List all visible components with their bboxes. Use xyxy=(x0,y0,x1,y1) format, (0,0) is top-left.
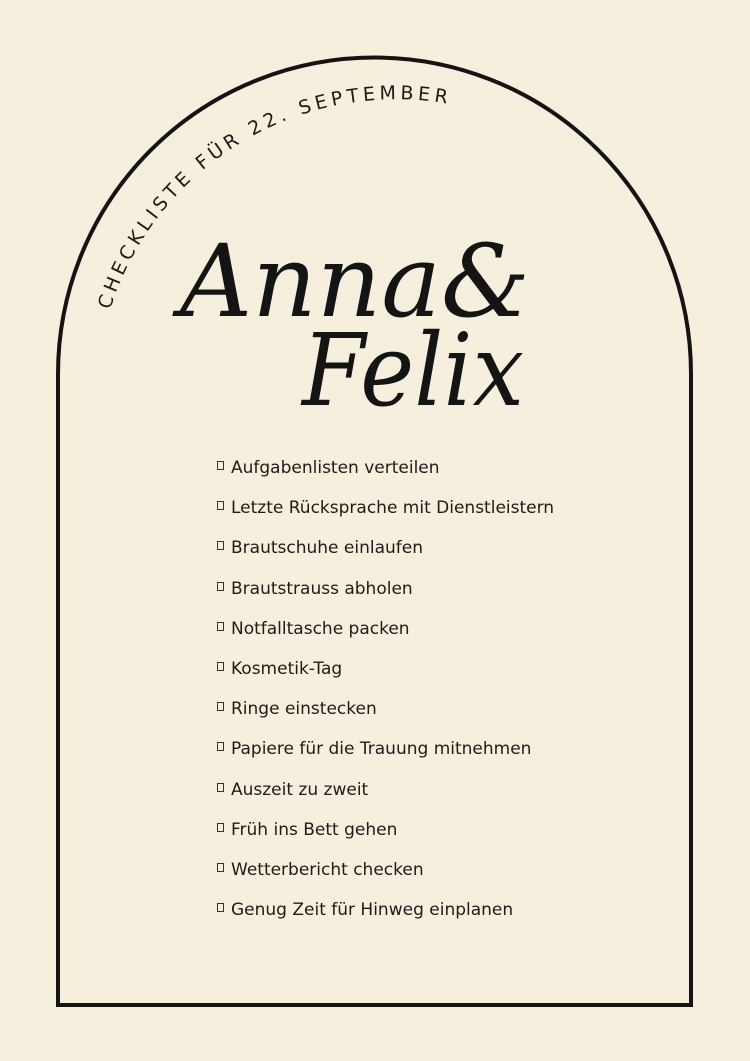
checklist-item[interactable] xyxy=(215,777,554,817)
checklist-item[interactable] xyxy=(215,576,554,616)
checklist-item[interactable] xyxy=(215,696,554,736)
checkbox-icon[interactable] xyxy=(217,582,224,591)
checklist-item-label: Letzte Rücksprache mit Dienstleistern xyxy=(231,498,555,519)
name-line-2: Felix xyxy=(300,312,524,429)
checklist xyxy=(215,455,554,937)
checklist-item[interactable] xyxy=(215,616,554,656)
checklist-item-label: Brautstrauss abholen xyxy=(231,578,413,599)
checkbox-icon[interactable] xyxy=(217,461,224,470)
checklist-item-label: Früh ins Bett gehen xyxy=(231,819,398,840)
checklist-item-label: Ringe einstecken xyxy=(231,699,377,720)
checklist-item[interactable] xyxy=(215,857,554,897)
checklist-item-label: Brautschuhe einlaufen xyxy=(231,538,423,559)
checklist-item[interactable] xyxy=(215,817,554,857)
checkbox-icon[interactable] xyxy=(217,622,224,631)
checkbox-icon[interactable] xyxy=(217,903,224,912)
checkbox-icon[interactable] xyxy=(217,541,224,550)
checklist-item-label: Papiere für die Trauung mitnehmen xyxy=(231,739,532,760)
checklist-item-label: Notfalltasche packen xyxy=(231,618,410,639)
checkbox-icon[interactable] xyxy=(217,662,224,671)
checkbox-icon[interactable] xyxy=(217,863,224,872)
curved-title-text: CHECKLISTE FÜR 22. SEPTEMBER xyxy=(93,82,454,312)
checklist-item-label: Genug Zeit für Hinweg einplanen xyxy=(231,900,514,921)
checklist-item-label: Wetterbericht checken xyxy=(231,859,424,880)
checklist-item-label: Auszeit zu zweit xyxy=(231,779,369,800)
checkbox-icon[interactable] xyxy=(217,501,224,510)
checklist-item[interactable] xyxy=(215,535,554,575)
checklist-item[interactable] xyxy=(215,495,554,535)
checklist-item-label: Kosmetik-Tag xyxy=(231,658,343,679)
checklist-item[interactable] xyxy=(215,455,554,495)
name-line-1: Anna& xyxy=(171,223,530,340)
checklist-item[interactable] xyxy=(215,897,554,937)
checkbox-icon[interactable] xyxy=(217,823,224,832)
checkbox-icon[interactable] xyxy=(217,702,224,711)
checkbox-icon[interactable] xyxy=(217,742,224,751)
checklist-item-label: Aufgabenlisten verteilen xyxy=(231,458,440,478)
checkbox-icon[interactable] xyxy=(217,783,224,792)
checklist-item[interactable] xyxy=(215,656,554,696)
checklist-item[interactable] xyxy=(215,736,554,776)
